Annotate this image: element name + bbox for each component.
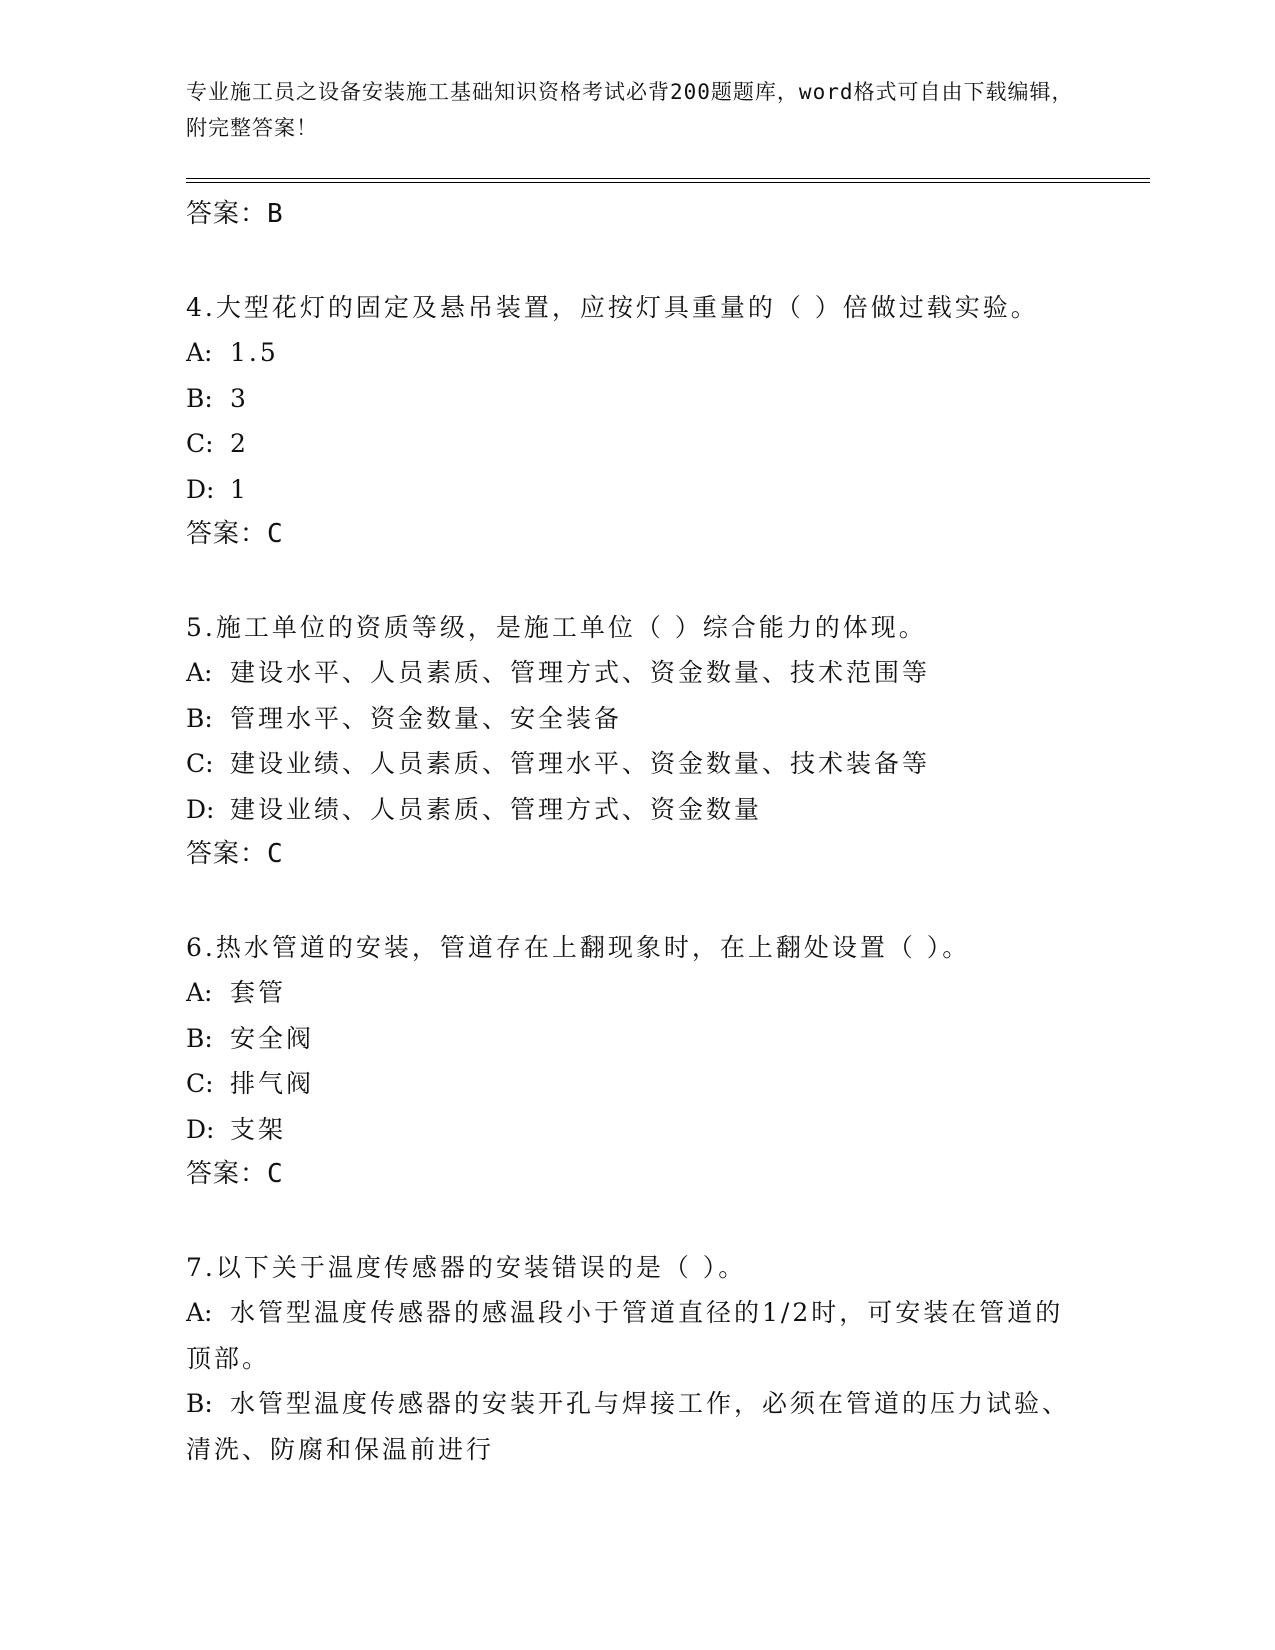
question-stem: 7.以下关于温度传感器的安装错误的是（ ）。 [186,1252,747,1282]
option-c: C: 2 [186,429,249,458]
option-d: D: 建设业绩、人员素质、管理方式、资金数量 [186,794,763,824]
answer: 答案：C [186,519,284,549]
question-5 [186,605,1086,878]
option-a: A: 套管 [186,978,287,1007]
answer: 答案：C [186,839,284,869]
option-d: D: 1 [186,474,249,504]
answer: 答案：C [186,1159,284,1189]
header-rule-bottom [186,182,1150,183]
answer-prev: 答案：B [186,199,284,229]
option-b: B: 3 [186,383,249,413]
option-b: B: 水管型温度传感器的安装开孔与焊接工作，必须在管道的压力试验、清洗、防腐和保温前进行 [186,1389,1071,1464]
header-rule-top [186,178,1150,179]
option-d: D: 支架 [186,1114,287,1144]
option-b: B: 管理水平、资金数量、安全装备 [186,703,623,733]
question-7 [186,1245,1086,1473]
question-stem: 6.热水管道的安装，管道存在上翻现象时，在上翻处设置（ ）。 [186,932,971,962]
question-4 [186,285,1086,558]
question-stem: 5.施工单位的资质等级，是施工单位（ ）综合能力的体现。 [186,612,927,642]
option-c: C: 排气阀 [186,1069,315,1098]
question-6 [186,925,1086,1198]
option-c: C: 建设业绩、人员素质、管理水平、资金数量、技术装备等 [186,749,931,778]
option-b: B: 安全阀 [186,1023,315,1053]
question-stem: 4.大型花灯的固定及悬吊装置，应按灯具重量的（ ）倍做过载实验。 [186,292,1039,322]
option-a: A: 水管型温度传感器的感温段小于管道直径的1/2时，可安装在管道的顶部。 [186,1298,1064,1373]
option-a: A: 1.5 [186,338,279,367]
question-list [186,192,1086,1472]
page-header: 专业施工员之设备安装施工基础知识资格考试必背200题题库，word格式可自由下载编辑，附完整答案！ [186,80,1074,140]
option-a: A: 建设水平、人员素质、管理方式、资金数量、技术范围等 [186,658,931,687]
